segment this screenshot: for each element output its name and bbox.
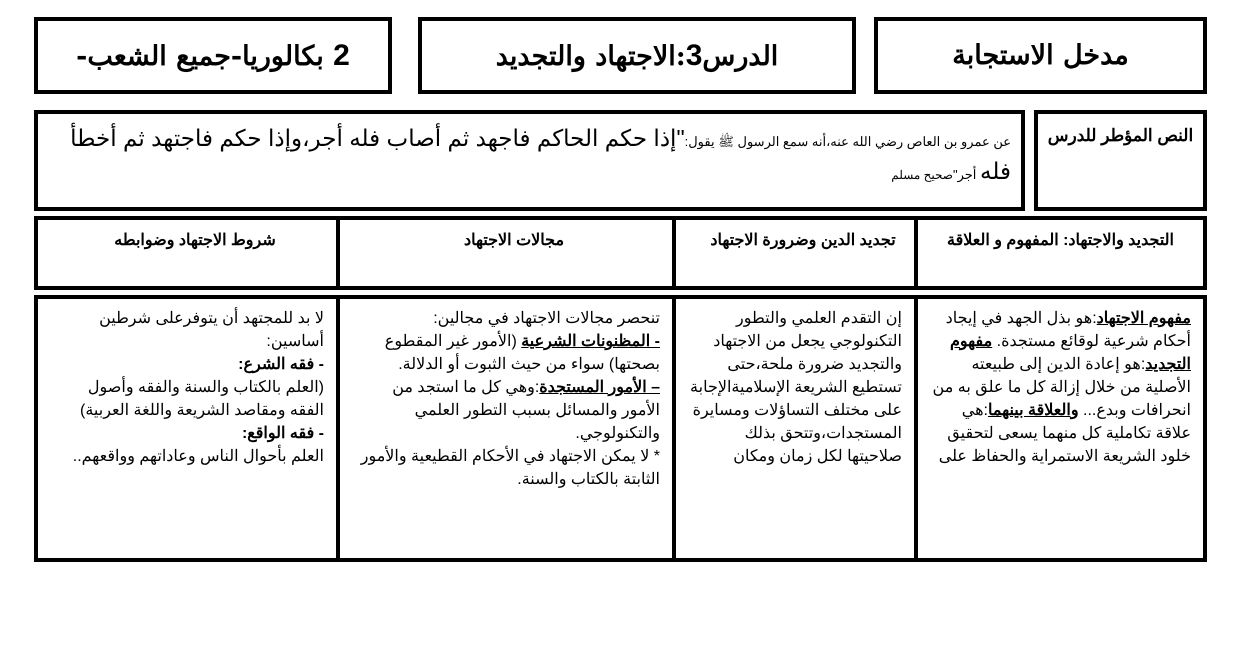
heading-conditions: شروط الاجتهاد وضوابطه — [114, 232, 276, 249]
class-level: 2 بكالوريا-جميع الشعب- — [76, 38, 350, 72]
hadith-intro: عن عمرو بن العاص رضي الله عنه،أنه سمع الرسول ﷺ يقول: — [684, 134, 1011, 149]
header-right-title: مدخل الاستجابة — [952, 40, 1129, 71]
heading-domains: مجالات الاجتهاد — [463, 232, 565, 249]
header-box-right — [874, 17, 1207, 94]
header-box-left — [34, 17, 392, 94]
concept-content: مفهوم الاجتهاد:هو بذل الجهد في إيجاد أحكام شرعية لوقائع مستجدة. مفهوم التجديد:هو إعادة الدين إلى طبيعته الأصلية من خلال إزالة كل ما علق به من انحرافات وبدع... والعلاقة بينهما:هي علاقة تكاملية كل منهما يسعى لتحقيق خلود الشريعة الاستمراية والحفاظ على — [932, 310, 1191, 465]
framed-text-label: النص المؤطر للدرس — [1047, 126, 1194, 145]
framed-text-box — [34, 110, 1025, 211]
column-headings-row — [34, 216, 1207, 290]
content-row — [34, 295, 1207, 562]
conditions-content: لا بد للمجتهد أن يتوفرعلى شرطين أساسين: - فقه الشرع: (العلم بالكتاب والسنة والفقه وأصول الفقه ومقاصد الشريعة واللغة العربية) - فقه الواقع: العلم بأحوال الناس وعاداتهم وواقعهم.. — [72, 310, 324, 465]
header-box-middle — [418, 17, 856, 94]
hadith-main: "إذا حكم الحاكم فاجهد ثم أصاب فله أجر،وإذا حكم فاجتهد ثم أخطأ فله — [70, 125, 1011, 184]
renewal-content: إن التقدم العلمي والتطور التكنولوجي يجعل من الاجتهاد والتجديد ضرورة ملحة،حتى تستطيع الشريعة الإسلاميةالإجابة على مختلف التساؤلات ومسايرة المستجدات،وتتحق بذلك صلاحيتها لكل زمان ومكان — [690, 310, 902, 465]
hadith-end: أجر" — [952, 167, 981, 182]
text-label-box — [1034, 110, 1207, 211]
heading-concept: التجديد والاجتهاد: المفهوم و العلاقة — [947, 232, 1174, 249]
hadith-source: صحيح مسلم — [891, 168, 953, 182]
hadith-quote — [38, 114, 1021, 188]
domains-content: تنحصر مجالات الاجتهاد في مجالين: - المظنونات الشرعية (الأمور غير المقطوع بصحتها) سواء من حيث الثبوت أو الدلالة. – الأمور المستجدة:وهي كل ما استجد من الأمور والمسائل بسبب التطور العلمي والتكنولوجي. * لا يمكن الاجتهاد في الأحكام القطيعية والأمور الثابتة بالكتاب والسنة. — [360, 310, 660, 488]
heading-renewal: تجديد الدين وضرورة الاجتهاد — [710, 232, 896, 249]
lesson-title: الدرس3:الاجتهاد والتجديد — [495, 38, 779, 72]
